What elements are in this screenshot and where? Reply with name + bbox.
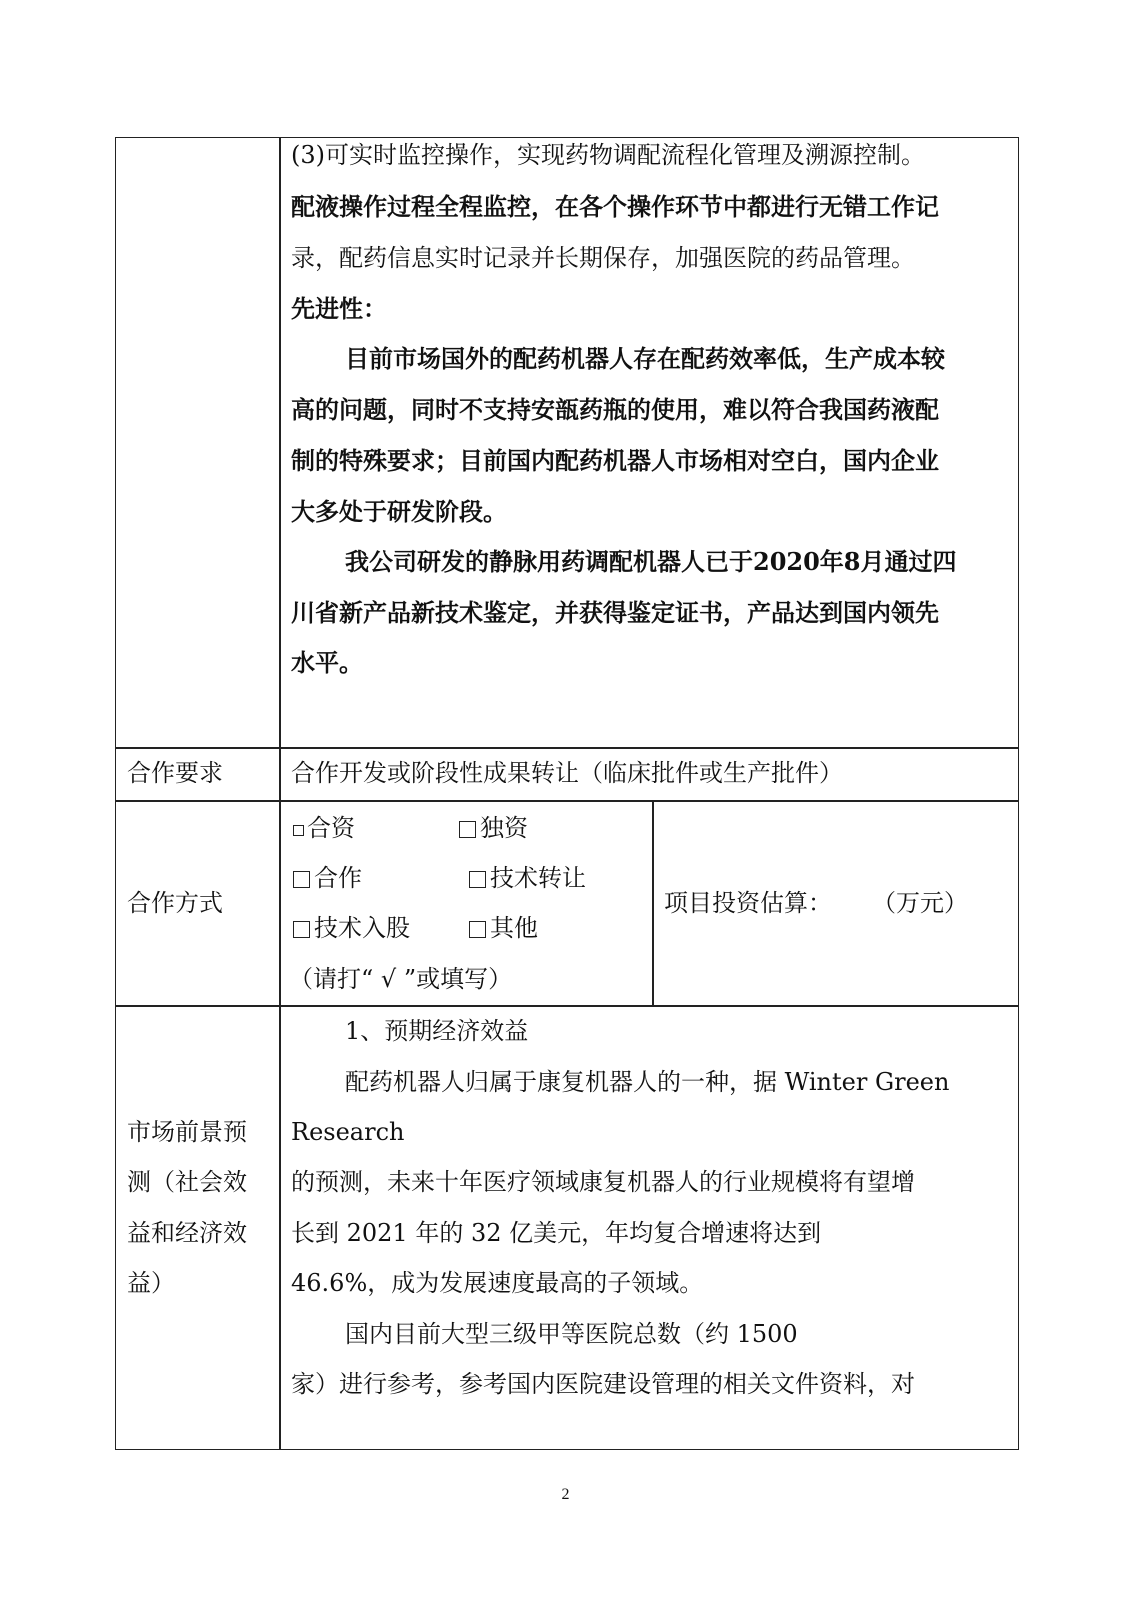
option-label: 其他 xyxy=(490,914,538,942)
investment-estimate-label: 项目投资估算： xyxy=(664,889,832,917)
market-outlook-label-2: 测（社会效 xyxy=(127,1168,247,1196)
option-technology-transfer[interactable] xyxy=(469,863,586,893)
cooperation-mode-label: 合作方式 xyxy=(127,889,223,917)
market-outlook-label-4: 益） xyxy=(127,1269,175,1297)
advancement-line-5: 我公司研发的静脉用药调配机器人已于2020年8月通过四 xyxy=(345,547,957,576)
advancement-line-2: 高的问题，同时不支持安瓿药瓶的使用，难以符合我国药液配 xyxy=(291,395,939,424)
option-label: 独资 xyxy=(480,814,528,842)
investment-column-divider xyxy=(652,800,654,1005)
advancement-line-1: 目前市场国外的配药机器人存在配药效率低，生产成本较 xyxy=(345,344,945,373)
checkbox-icon[interactable] xyxy=(293,871,310,888)
cooperation-requirement-label: 合作要求 xyxy=(127,759,223,787)
option-label: 技术入股 xyxy=(314,914,410,942)
checkbox-icon[interactable] xyxy=(469,921,486,938)
advantage-line-2: 配液操作过程全程监控，在各个操作环节中都进行无错工作记 xyxy=(291,192,939,221)
label-column-divider xyxy=(279,137,281,1450)
option-sole-proprietorship[interactable] xyxy=(459,813,528,843)
form-table xyxy=(115,137,1019,1450)
row-divider-2 xyxy=(115,800,1019,802)
market-outlook-label-1: 市场前景预 xyxy=(127,1118,247,1146)
market-outlook-line-1: 配药机器人归属于康复机器人的一种，据 Winter Green xyxy=(345,1068,950,1096)
checkbox-icon[interactable] xyxy=(459,821,476,838)
market-outlook-line-4: 长到 2021 年的 32 亿美元，年均复合增速将达到 xyxy=(291,1219,822,1247)
page-number: 2 xyxy=(561,1486,570,1503)
market-outlook-line-5: 46.6%，成为发展速度最高的子领域。 xyxy=(291,1269,704,1297)
market-outlook-heading xyxy=(345,1016,528,1046)
market-outlook-line-7: 家）进行参考，参考国内医院建设管理的相关文件资料，对 xyxy=(291,1370,915,1398)
investment-estimate-unit: （万元） xyxy=(872,889,968,917)
option-cooperation[interactable] xyxy=(293,863,362,893)
advancement-line-3: 制的特殊要求；目前国内配药机器人市场相对空白，国内企业 xyxy=(291,446,939,475)
row-divider-3 xyxy=(115,1005,1019,1007)
option-joint-venture[interactable] xyxy=(293,813,355,843)
option-technology-equity[interactable] xyxy=(293,913,410,943)
option-label: 技术转让 xyxy=(490,864,586,892)
advantage-line-1: (3)可实时监控操作，实现药物调配流程化管理及溯源控制。 xyxy=(291,141,925,169)
advancement-heading: 先进性： xyxy=(291,294,387,323)
advancement-line-4: 大多处于研发阶段。 xyxy=(291,497,507,526)
market-outlook-line-3: 的预测，未来十年医疗领域康复机器人的行业规模将有望增 xyxy=(291,1168,915,1196)
checkbox-instruction: （请打“ √ ”或填写） xyxy=(289,965,513,993)
row-divider-1 xyxy=(115,747,1019,749)
advancement-line-6: 川省新产品新技术鉴定，并获得鉴定证书，产品达到国内领先 xyxy=(291,598,939,627)
market-outlook-heading-text: 1、预期经济效益 xyxy=(345,1017,529,1045)
checkbox-icon[interactable] xyxy=(469,871,486,888)
cooperation-requirement-value: 合作开发或阶段性成果转让（临床批件或生产批件） xyxy=(291,759,843,787)
checkbox-icon[interactable] xyxy=(293,921,310,938)
market-outlook-line-2: Research xyxy=(291,1118,405,1146)
market-outlook-line-6: 国内目前大型三级甲等医院总数（约 1500 xyxy=(345,1320,798,1348)
advancement-line-7: 水平。 xyxy=(291,648,363,677)
advantage-line-3: 录，配药信息实时记录并长期保存，加强医院的药品管理。 xyxy=(291,244,915,272)
checkbox-icon[interactable] xyxy=(293,825,304,836)
option-other[interactable] xyxy=(469,913,538,943)
option-label: 合资 xyxy=(307,814,355,842)
option-label: 合作 xyxy=(314,864,362,892)
market-outlook-label-3: 益和经济效 xyxy=(127,1219,247,1247)
